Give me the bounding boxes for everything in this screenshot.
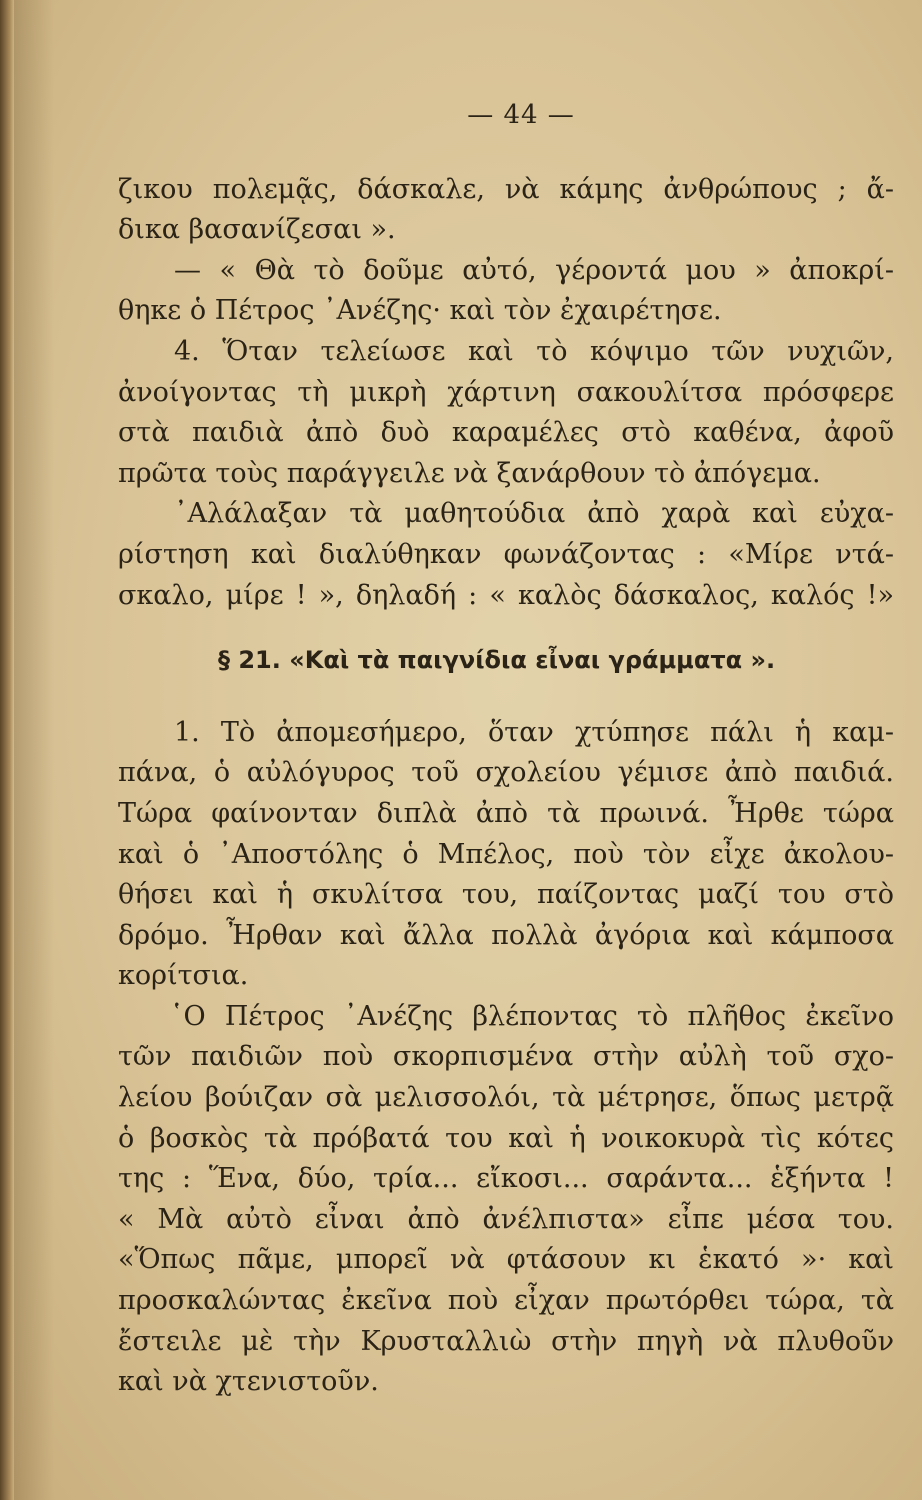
book-spine (0, 0, 14, 1500)
text-line: « Μὰ αὐτὸ εἶναι ἀπὸ ἀνέλπιστα» εἶπε μέσα του. (118, 1203, 894, 1235)
text-line: ἔστειλε μὲ τὴν Κρυσταλλιὼ στὴν πηγὴ νὰ πλυθοῦν (118, 1325, 894, 1357)
text-line: ρίστηση καὶ διαλύθηκαν φωνάζοντας : «Μίρε ντά- (118, 538, 894, 570)
section-heading: § 21. «Καὶ τὰ παιγνίδια εἶναι γράμματα ». (218, 646, 776, 675)
text-line: προσκαλώντας ἐκεῖνα ποὺ εἶχαν πρωτόρθει τώρα, τὰ (118, 1285, 894, 1317)
text-line: τῶν παιδιῶν ποὺ σκορπισμένα στὴν αὐλὴ τοῦ σχο- (118, 1041, 894, 1073)
text-line: ἀνοίγοντας τὴ μικρὴ χάρτινη σακουλίτσα πρόσφερε (118, 376, 894, 408)
text-line: σκαλο, μίρε ! », δηλαδή : « καλὸς δάσκαλος, καλός !» (118, 579, 894, 611)
paragraph-3 (118, 997, 894, 1403)
page-text (118, 95, 894, 1403)
paragraph-1 (118, 170, 894, 617)
text-line: δικα βασανίζεσαι ». (118, 214, 396, 246)
page-number: — 44 — (467, 100, 575, 130)
text-line: καὶ νὰ χτενιστοῦν. (118, 1366, 379, 1398)
text-line: κορίτσια. (118, 960, 249, 992)
text-line: δρόμο. Ἦρθαν καὶ ἄλλα πολλὰ ἀγόρια καὶ κάμποσα (118, 919, 894, 951)
text-line: ὁ βοσκὸς τὰ πρόβατά του καὶ ἡ νοικοκυρὰ τὶς κότες (118, 1122, 894, 1154)
gutter-shadow (14, 0, 54, 1500)
paragraph-2 (118, 713, 894, 997)
text-line: λείου βούιζαν σὰ μελισσολόι, τὰ μέτρησε, ὅπως μετρᾷ (118, 1082, 894, 1114)
text-line: ᾿Αλάλαξαν τὰ μαθητούδια ἀπὸ χαρὰ καὶ εὐχα- (174, 498, 894, 530)
text-line: ζικου πολεμᾷς, δάσκαλε, νὰ κάμης ἀνθρώπους ; ἄ- (118, 173, 894, 205)
text-line: θηκε ὁ Πέτρος ᾿Ανέζης· καὶ τὸν ἐχαιρέτησε. (118, 295, 722, 327)
text-line: της : Ἕνα, δύο, τρία... εἴκοσι... σαράντα... ἑξήντα ! (118, 1163, 894, 1195)
text-line: — « Θὰ τὸ δοῦμε αὐτό, γέροντά μου » ἀποκρί- (174, 254, 894, 286)
text-line: θήσει καὶ ἡ σκυλίτσα του, παίζοντας μαζί του στὸ (118, 879, 894, 911)
text-line: 4. Ὅταν τελείωσε καὶ τὸ κόψιμο τῶν νυχιῶν, (174, 335, 894, 367)
text-line: στὰ παιδιὰ ἀπὸ δυὸ καραμέλες στὸ καθένα, ἀφοῦ (118, 417, 894, 449)
text-line: «Ὅπως πᾶμε, μπορεῖ νὰ φτάσουν κι ἑκατό »· καὶ (118, 1244, 894, 1276)
text-line: πάνα, ὁ αὐλόγυρος τοῦ σχολείου γέμισε ἀπὸ παιδιά. (118, 757, 894, 789)
text-line: πρῶτα τοὺς παράγγειλε νὰ ξανάρθουν τὸ ἀπόγεμα. (118, 457, 821, 489)
text-line: καὶ ὁ ᾿Αποστόλης ὁ Μπέλος, ποὺ τὸν εἶχε ἀκολου- (118, 838, 894, 870)
text-line: ῾Ο Πέτρος ᾿Ανέζης βλέποντας τὸ πλῆθος ἐκεῖνο (170, 1000, 894, 1032)
text-line: 1. Τὸ ἀπομεσήμερο, ὅταν χτύπησε πάλι ἡ καμ- (174, 716, 894, 748)
text-line: Τώρα φαίνονταν διπλὰ ἀπὸ τὰ πρωινά. Ἦρθε τώρα (118, 797, 894, 829)
